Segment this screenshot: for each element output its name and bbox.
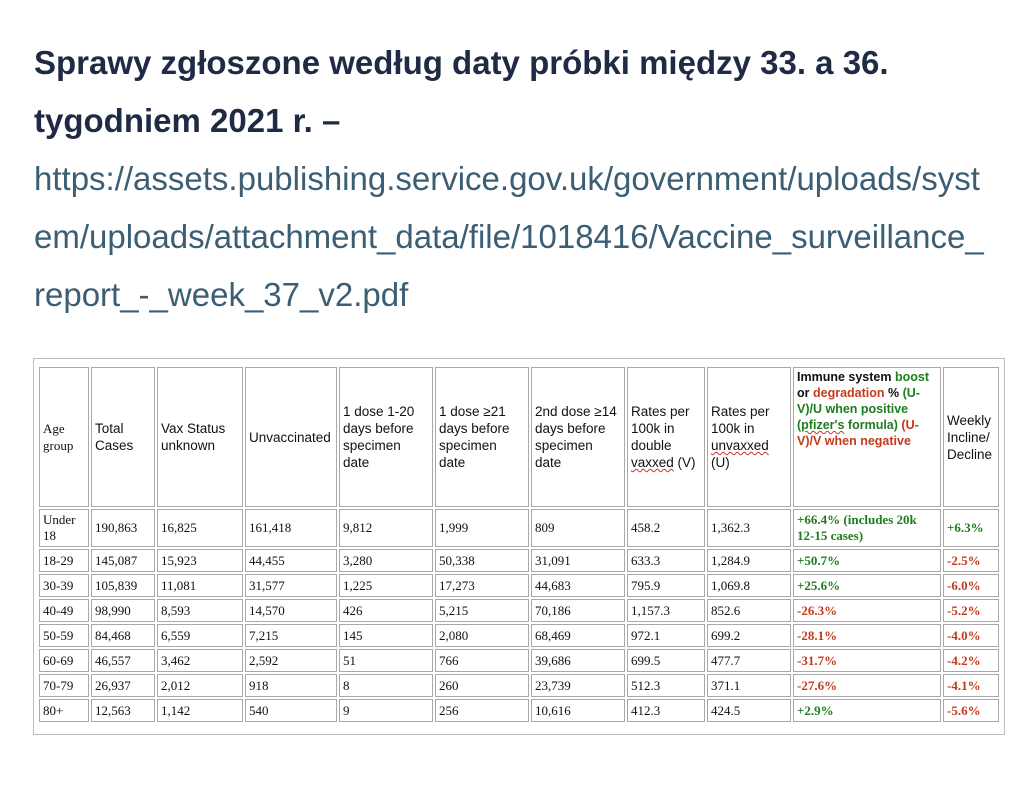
source-link[interactable]: https://assets.publishing.service.gov.uk/government/uploads/system/uploads/attachment_data/file/1018416/Vaccine_surveillance_report_-_week_37_v2.pdf xyxy=(34,160,984,313)
header-total-cases: Total Cases xyxy=(91,367,155,507)
cell-immune-pct: -27.6% xyxy=(793,674,941,697)
cell-dose2-14: 68,469 xyxy=(531,624,625,647)
cell-dose2-14: 70,186 xyxy=(531,599,625,622)
cell-unvaccinated: 161,418 xyxy=(245,509,337,547)
cell-dose2-14: 10,616 xyxy=(531,699,625,722)
immune-pos-formula: (U-V)/U when positive ( xyxy=(797,386,920,432)
header-unvaccinated: Unvaccinated xyxy=(245,367,337,507)
cell-age-group: 80+ xyxy=(39,699,89,722)
cell-dose1-1-20: 1,225 xyxy=(339,574,433,597)
cell-immune-pct: +66.4% (includes 20k 12-15 cases) xyxy=(793,509,941,547)
cell-dose1-1-20: 426 xyxy=(339,599,433,622)
cell-vax-unknown: 8,593 xyxy=(157,599,243,622)
cell-dose1-1-20: 9,812 xyxy=(339,509,433,547)
cell-unvaccinated: 14,570 xyxy=(245,599,337,622)
table-row xyxy=(39,599,999,622)
rate-unvaxxed-post: (U) xyxy=(711,455,730,470)
cell-rate-vaxxed: 458.2 xyxy=(627,509,705,547)
cell-immune-pct: -31.7% xyxy=(793,649,941,672)
header-age-group: Age group xyxy=(39,367,89,507)
cell-rate-unvaxxed: 477.7 xyxy=(707,649,791,672)
immune-pct: % xyxy=(884,386,900,400)
cell-immune-pct: +2.9% xyxy=(793,699,941,722)
cell-dose1-21: 2,080 xyxy=(435,624,529,647)
cell-age-group: 30-39 xyxy=(39,574,89,597)
header-rate-unvaxxed xyxy=(707,367,791,507)
cell-rate-vaxxed: 633.3 xyxy=(627,549,705,572)
immune-formula-end: formula) xyxy=(844,418,898,432)
rate-unvaxxed-pre: Rates per 100k in xyxy=(711,404,770,436)
cell-immune-pct: +50.7% xyxy=(793,549,941,572)
header-dose2-14: 2nd dose ≥14 days before specimen date xyxy=(531,367,625,507)
cell-dose1-21: 1,999 xyxy=(435,509,529,547)
header-weekly: Weekly Incline/ Decline xyxy=(943,367,999,507)
cell-vax-unknown: 15,923 xyxy=(157,549,243,572)
vaccine-surveillance-table xyxy=(37,365,1001,724)
header-dose1-1-20: 1 dose 1-20 days before specimen date xyxy=(339,367,433,507)
cell-immune-pct: -26.3% xyxy=(793,599,941,622)
cell-dose1-21: 260 xyxy=(435,674,529,697)
cell-dose1-1-20: 9 xyxy=(339,699,433,722)
cell-rate-vaxxed: 1,157.3 xyxy=(627,599,705,622)
immune-pfizer: pfizer's xyxy=(801,418,845,432)
header-immune xyxy=(793,367,941,507)
cell-age-group: 18-29 xyxy=(39,549,89,572)
table-row xyxy=(39,624,999,647)
cell-unvaccinated: 540 xyxy=(245,699,337,722)
rate-vaxxed-post: (V) xyxy=(673,455,696,470)
page-title: Sprawy zgłoszone według daty próbki między 33. a 36. tygodniem 2021 r. – xyxy=(34,44,889,139)
table-row xyxy=(39,549,999,572)
cell-weekly: -2.5% xyxy=(943,549,999,572)
cell-vax-unknown: 3,462 xyxy=(157,649,243,672)
cell-unvaccinated: 2,592 xyxy=(245,649,337,672)
cell-unvaccinated: 918 xyxy=(245,674,337,697)
cell-weekly: +6.3% xyxy=(943,509,999,547)
cell-rate-unvaxxed: 424.5 xyxy=(707,699,791,722)
heading-block xyxy=(34,34,994,324)
cell-rate-unvaxxed: 371.1 xyxy=(707,674,791,697)
cell-rate-unvaxxed: 1,284.9 xyxy=(707,549,791,572)
cell-dose2-14: 31,091 xyxy=(531,549,625,572)
immune-boost: boost xyxy=(894,370,929,384)
rate-vaxxed-word: vaxxed xyxy=(631,455,674,470)
cell-dose1-1-20: 51 xyxy=(339,649,433,672)
cell-total-cases: 190,863 xyxy=(91,509,155,547)
immune-neg-formula: (U-V)/V when negative xyxy=(797,418,919,448)
cell-dose2-14: 23,739 xyxy=(531,674,625,697)
cell-age-group: 60-69 xyxy=(39,649,89,672)
cell-dose1-1-20: 8 xyxy=(339,674,433,697)
cell-dose1-21: 256 xyxy=(435,699,529,722)
cell-rate-vaxxed: 972.1 xyxy=(627,624,705,647)
cell-age-group: 70-79 xyxy=(39,674,89,697)
header-dose1-21: 1 dose ≥21 days before specimen date xyxy=(435,367,529,507)
cell-vax-unknown: 1,142 xyxy=(157,699,243,722)
cell-rate-unvaxxed: 699.2 xyxy=(707,624,791,647)
cell-vax-unknown: 6,559 xyxy=(157,624,243,647)
immune-or: or xyxy=(797,386,810,400)
cell-dose1-21: 50,338 xyxy=(435,549,529,572)
header-rate-vaxxed xyxy=(627,367,705,507)
cell-total-cases: 98,990 xyxy=(91,599,155,622)
header-vax-unknown: Vax Status unknown xyxy=(157,367,243,507)
cell-total-cases: 145,087 xyxy=(91,549,155,572)
data-table-image xyxy=(33,358,1005,735)
cell-unvaccinated: 31,577 xyxy=(245,574,337,597)
cell-dose1-1-20: 3,280 xyxy=(339,549,433,572)
cell-age-group: 40-49 xyxy=(39,599,89,622)
cell-rate-unvaxxed: 1,069.8 xyxy=(707,574,791,597)
header-row xyxy=(39,367,999,507)
cell-dose1-21: 17,273 xyxy=(435,574,529,597)
cell-total-cases: 84,468 xyxy=(91,624,155,647)
table-row xyxy=(39,509,999,547)
cell-weekly: -4.1% xyxy=(943,674,999,697)
cell-age-group: 50-59 xyxy=(39,624,89,647)
cell-weekly: -5.6% xyxy=(943,699,999,722)
cell-total-cases: 105,839 xyxy=(91,574,155,597)
cell-dose1-21: 5,215 xyxy=(435,599,529,622)
cell-dose2-14: 809 xyxy=(531,509,625,547)
cell-immune-pct: +25.6% xyxy=(793,574,941,597)
cell-dose2-14: 44,683 xyxy=(531,574,625,597)
cell-rate-vaxxed: 512.3 xyxy=(627,674,705,697)
cell-vax-unknown: 2,012 xyxy=(157,674,243,697)
immune-label: Immune system xyxy=(797,370,895,384)
cell-vax-unknown: 11,081 xyxy=(157,574,243,597)
cell-total-cases: 26,937 xyxy=(91,674,155,697)
cell-total-cases: 46,557 xyxy=(91,649,155,672)
table-body xyxy=(39,509,999,722)
table-row xyxy=(39,674,999,697)
rate-vaxxed-pre: Rates per 100k in double xyxy=(631,404,690,453)
cell-rate-vaxxed: 795.9 xyxy=(627,574,705,597)
cell-dose2-14: 39,686 xyxy=(531,649,625,672)
cell-weekly: -6.0% xyxy=(943,574,999,597)
cell-age-group: Under 18 xyxy=(39,509,89,547)
cell-unvaccinated: 44,455 xyxy=(245,549,337,572)
cell-immune-pct: -28.1% xyxy=(793,624,941,647)
table-row xyxy=(39,574,999,597)
cell-unvaccinated: 7,215 xyxy=(245,624,337,647)
cell-rate-vaxxed: 412.3 xyxy=(627,699,705,722)
cell-dose1-21: 766 xyxy=(435,649,529,672)
cell-dose1-1-20: 145 xyxy=(339,624,433,647)
immune-degradation: degradation xyxy=(812,386,885,400)
cell-vax-unknown: 16,825 xyxy=(157,509,243,547)
cell-rate-vaxxed: 699.5 xyxy=(627,649,705,672)
cell-rate-unvaxxed: 852.6 xyxy=(707,599,791,622)
cell-weekly: -5.2% xyxy=(943,599,999,622)
rate-unvaxxed-word: unvaxxed xyxy=(711,438,769,453)
cell-weekly: -4.2% xyxy=(943,649,999,672)
cell-weekly: -4.0% xyxy=(943,624,999,647)
table-row xyxy=(39,699,999,722)
cell-rate-unvaxxed: 1,362.3 xyxy=(707,509,791,547)
cell-total-cases: 12,563 xyxy=(91,699,155,722)
table-row xyxy=(39,649,999,672)
